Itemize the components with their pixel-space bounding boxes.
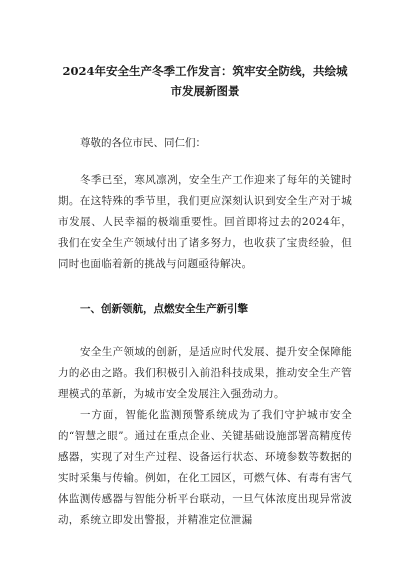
body-paragraph: 一方面，智能化监测预警系统成为了我们守护城市安全的“智慧之眼”。通过在重点企业、关键基础设施部署高精度传感器，实现了对生产过程、设备运行状态、环境参数等数据的实时采集与传输。例如，在化工园区，可燃气体、有毒有害气体监测传感器与智能分析平台联动，一旦气体浓度出现异常波动，系统立即发出警报，并精准定位泄漏 (58, 409, 352, 526)
body-paragraph: 冬季已至，寒风凛冽，安全生产工作迎来了每年的关键时期。在这特殊的季节里，我们更应深刻认识到安全生产对于城市发展、人民幸福的极端重要性。回首即将过去的2024年，我们在安全生产领域付出了诸多努力，也收获了宝贵经验，但同时也面临着新的挑战与问题亟待解决。 (58, 174, 352, 270)
section-heading: 一、创新领航，点燃安全生产新引擎 (80, 303, 248, 315)
document-title: 2024年安全生产冬季工作发言：筑牢安全防线，共绘城市发展新图景 (62, 64, 348, 98)
salutation: 尊敬的各位市民、同仁们： (80, 137, 206, 149)
body-paragraph: 安全生产领域的创新，是适应时代发展、提升安全保障能力的必由之路。我们积极引入前沿科技成果，推动安全生产管理模式的革新，为城市安全发展注入强劲动力。 (58, 346, 352, 400)
